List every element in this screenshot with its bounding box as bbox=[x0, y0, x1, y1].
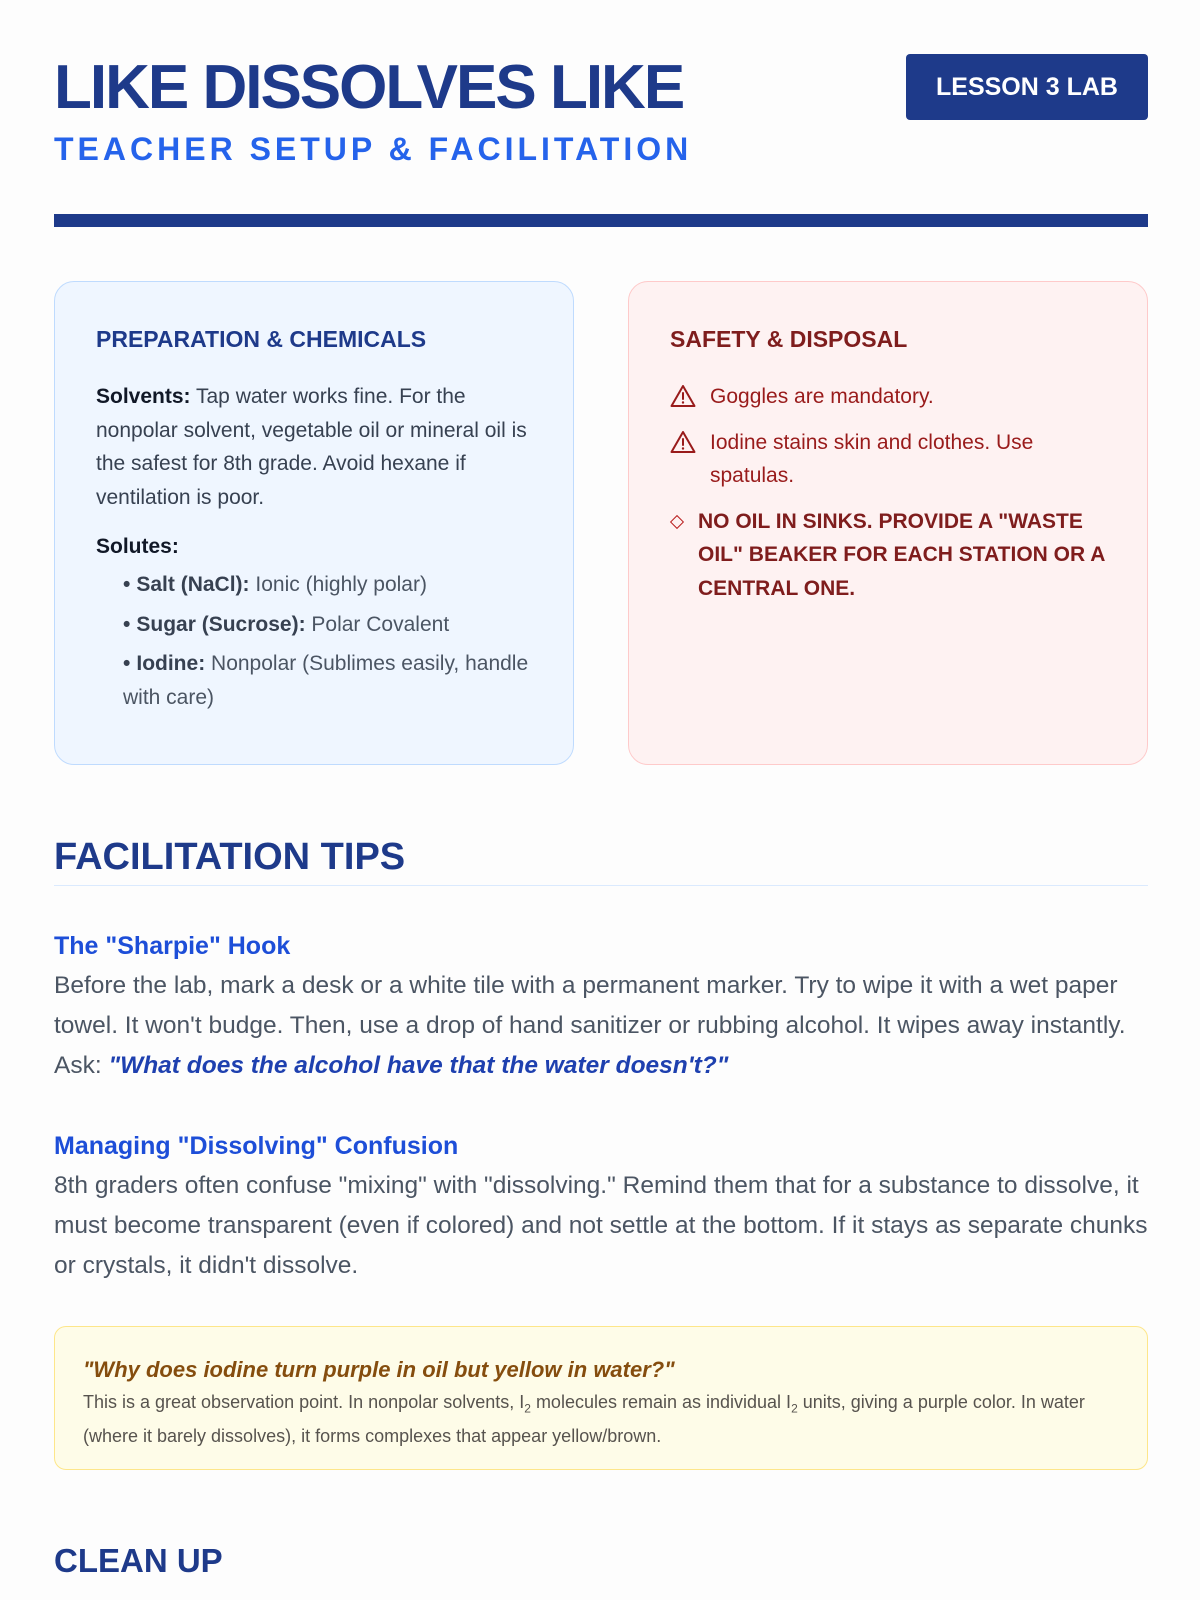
disposal-warning bbox=[670, 505, 1107, 606]
subscript: 2 bbox=[791, 1401, 798, 1416]
solutes-label: Solutes: bbox=[96, 535, 179, 558]
cleanup-title: CLEAN UP bbox=[54, 1542, 223, 1579]
tip-heading: The "Sharpie" Hook bbox=[54, 932, 291, 960]
safety-item bbox=[670, 380, 1107, 414]
bullet-icon: • bbox=[123, 612, 131, 636]
preparation-title: PREPARATION & CHEMICALS bbox=[96, 326, 427, 352]
subscript: 2 bbox=[524, 1401, 531, 1416]
solute-item bbox=[123, 568, 533, 602]
solute-desc: Polar Covalent bbox=[311, 612, 450, 636]
callout-question: "Why does iodine turn purple in oil but yellow in water?" bbox=[83, 1357, 675, 1382]
header-divider bbox=[54, 214, 1148, 227]
safety-text: Goggles are mandatory. bbox=[710, 385, 934, 408]
page-subtitle: TEACHER SETUP & FACILITATION bbox=[54, 131, 693, 167]
tip-text: Before the lab, mark a desk or a white tile with a permanent marker. Try to wipe it with a wet paper towel. It won't budge. Then, use a drop of hand sanitizer or rubbing alcohol. It wipes away instantly. Ask: bbox=[54, 972, 1126, 1079]
safety-card bbox=[628, 281, 1148, 765]
solute-name: Sugar (Sucrose): bbox=[136, 612, 306, 636]
lesson-badge: LESSON 3 LAB bbox=[906, 54, 1148, 120]
solvents-paragraph bbox=[96, 380, 533, 514]
bullet-icon: • bbox=[123, 652, 131, 675]
callout-text bbox=[83, 1389, 1119, 1450]
tip-body bbox=[54, 966, 1148, 1086]
solutes-list bbox=[96, 568, 533, 714]
bullet-icon: • bbox=[123, 573, 131, 596]
section-divider bbox=[54, 885, 1148, 886]
tip-sharpie-hook bbox=[54, 930, 1148, 1086]
solute-desc: Nonpolar (Sublimes easily, handle with care) bbox=[123, 652, 529, 709]
solute-item bbox=[123, 647, 533, 714]
warning-triangle-icon bbox=[670, 384, 696, 408]
tip-heading: Managing "Dissolving" Confusion bbox=[54, 1132, 459, 1160]
diamond-icon bbox=[670, 514, 684, 528]
safety-text: Iodine stains skin and clothes. Use spatulas. bbox=[710, 430, 1034, 487]
disposal-text: NO OIL IN SINKS. PROVIDE A "WASTE OIL" BEAKER FOR EACH STATION OR A CENTRAL ONE. bbox=[698, 509, 1105, 600]
page-title: LIKE DISSOLVES LIKE bbox=[54, 53, 684, 122]
safety-item bbox=[670, 426, 1107, 493]
warning-triangle-icon bbox=[670, 430, 696, 454]
callout-text-part: units, giving a purple color. In water (where it barely dissolves), it forms complexes that appear yellow/brown. bbox=[83, 1392, 1085, 1446]
tip-body: 8th graders often confuse "mixing" with "dissolving." Remind them that for a substance to dissolve, it must become transparent (even if colored) and not settle at the bottom. If it stays as separate chunks or crystals, it didn't dissolve. bbox=[54, 1172, 1148, 1279]
solute-name: Iodine: bbox=[136, 652, 206, 675]
solvents-label: Solvents: bbox=[96, 385, 191, 408]
tip-quote: "What does the alcohol have that the water doesn't?" bbox=[108, 1052, 729, 1079]
facilitation-title: FACILITATION TIPS bbox=[54, 836, 406, 878]
solvents-text: Tap water works fine. For the nonpolar solvent, vegetable oil or mineral oil is the safest for 8th grade. Avoid hexane if ventilation is poor. bbox=[96, 385, 527, 509]
safety-list bbox=[670, 380, 1107, 493]
solute-name: Salt (NaCl): bbox=[136, 573, 250, 596]
solute-item bbox=[123, 608, 533, 642]
preparation-card bbox=[54, 281, 574, 765]
callout-text-part: This is a great observation point. In nonpolar solvents, I bbox=[83, 1392, 525, 1412]
tip-dissolving-confusion bbox=[54, 1130, 1148, 1286]
iodine-callout bbox=[54, 1326, 1148, 1470]
safety-title: SAFETY & DISPOSAL bbox=[670, 326, 908, 352]
solute-desc: Ionic (highly polar) bbox=[255, 573, 427, 596]
callout-text-part: molecules remain as individual I bbox=[530, 1392, 792, 1412]
